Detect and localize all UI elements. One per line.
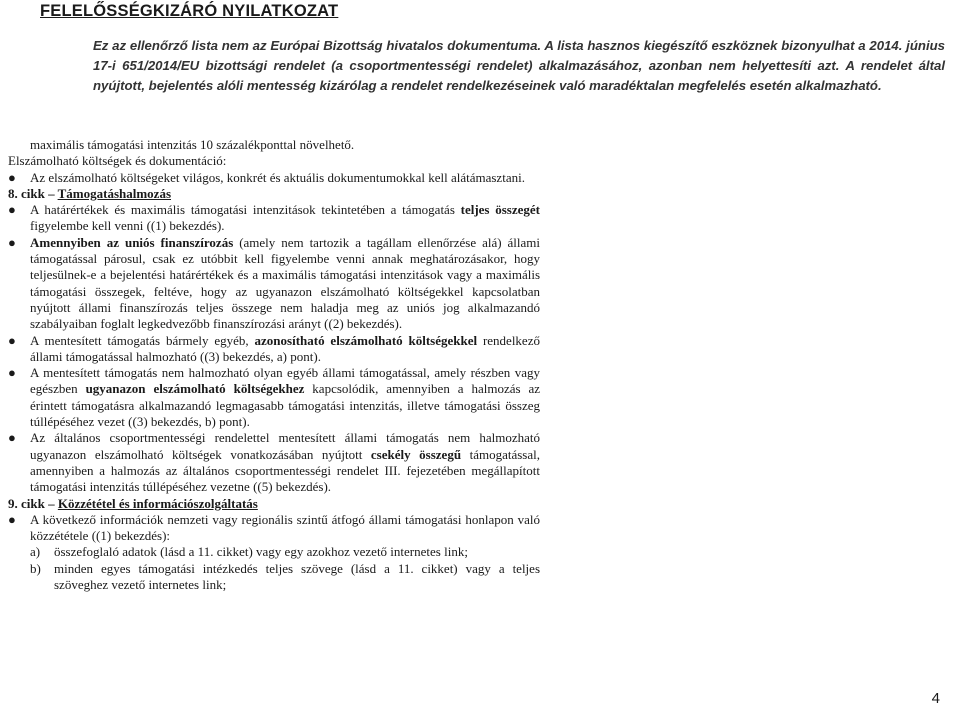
list-item: ● Amennyiben az uniós finanszírozás (amely nem tartozik a tagállam ellenőrzése alá) állami támogatással párosul, csak ez utóbbit kell figyelembe venni annak meghatározásakor, hogy teljesülnek-e a bejelentési határértékek és a maximális támogatási intenzitások vagy a maximális támogatási összegek, feltéve, hogy az ugyanazon elszámolható költségekkel kapcsolatban nyújtott állami finanszírozás teljes összege nem haladja meg az uniós jog alkalmazandó szabályaiban foglalt legkedvezőbb finanszírozási arányt ((2) bekezdés). bbox=[8, 234, 540, 332]
list-item: ● A következő információk nemzeti vagy regionális szintű átfogó állami támogatási honlapon való közzététele ((1) bekezdés): bbox=[8, 511, 540, 544]
page-number: 4 bbox=[931, 690, 940, 707]
item-letter: a) bbox=[30, 544, 41, 560]
bullet-icon: ● bbox=[8, 430, 16, 446]
bullet-icon: ● bbox=[8, 202, 16, 218]
list-item: ● A mentesített támogatás nem halmozható olyan egyéb állami támogatással, amely részben vagy egészben ugyanazon elszámolható költségekhez kapcsolódik, amennyiben a halmozás az érintett támogatásra alkalmazandó legmagasabb támogatási intenzitás, illetve támogatási összeg túllépéséhez vezet ((3) bekezdés, b) pont). bbox=[8, 365, 541, 430]
bullet-icon: ● bbox=[8, 511, 16, 527]
list-item: ● Az elszámolható költségeket világos, konkrét és aktuális dokumentumokkal kell alátámasztani. bbox=[8, 169, 525, 185]
lettered-item bbox=[0, 561, 540, 594]
disclaimer-text: Ez az ellenőrző lista nem az Európai Bizottság hivatalos dokumentuma. A lista hasznos kiegészítő eszköznek bizonyulhat a 2014. június 17-i 651/2014/EU bizottsági rendelet (a csoportmentességi rendelet) alkalmazásához, azonban nem helyettesíti azt. A rendelet által nyújtott, bejelentés alóli mentesség kizárólag a rendelet rendelkezéseinek való maradéktalan megfelelés esetén alkalmazható. bbox=[93, 38, 945, 93]
bullet-icon: ● bbox=[8, 169, 16, 185]
intensity-line: maximális támogatási intenzitás 10 százalékponttal növelhető. bbox=[30, 137, 355, 152]
list-item: ● A mentesített támogatás bármely egyéb, azonosítható elszámolható költségekkel rendelkező állami támogatással halmozható ((3) bekezdés, a) pont). bbox=[8, 332, 540, 364]
bullet-icon: ● bbox=[8, 332, 16, 348]
article-9-heading: 9. cikk – Közzététel és információszolgáltatás bbox=[8, 495, 258, 511]
article-8-heading: 8. cikk – Támogatáshalmozás bbox=[8, 185, 171, 201]
article-9-title: Közzététel és információszolgáltatás bbox=[57, 495, 258, 511]
lettered-item bbox=[0, 544, 540, 560]
document-title: FELELŐSSÉGKIZÁRÓ NYILATKOZAT bbox=[40, 2, 339, 20]
eligible-costs-heading: Elszámolható költségek és dokumentáció: bbox=[8, 153, 227, 169]
main-column bbox=[0, 137, 540, 593]
item-letter: b) bbox=[30, 560, 41, 576]
article-8-title: Támogatáshalmozás bbox=[57, 185, 171, 201]
bullet-icon: ● bbox=[8, 365, 16, 381]
item-text: minden egyes támogatási intézkedés teljes szövege (lásd a 11. cikket) vagy a teljes szöveghez vezető internetes link; bbox=[54, 560, 540, 593]
bullet-icon: ● bbox=[8, 234, 16, 250]
list-item: ● A határértékek és maximális támogatási intenzitások tekintetében a támogatás teljes összegét figyelembe kell venni ((1) bekezdés). bbox=[8, 202, 540, 234]
item-text: összefoglaló adatok (lásd a 11. cikket) vagy egy azokhoz vezető internetes link; bbox=[54, 544, 468, 560]
list-item: ● Az általános csoportmentességi rendelettel mentesített állami támogatás nem halmozható ugyanazon elszámolható költségek vonatkozásában nyújtott csekély összegű támogatással, amennyiben a halmozás az általános csoportmentességi rendelet III. fejezetében megállapított támogatási intenzitás túllépéséhez vezetne ((5) bekezdés). bbox=[8, 430, 541, 495]
